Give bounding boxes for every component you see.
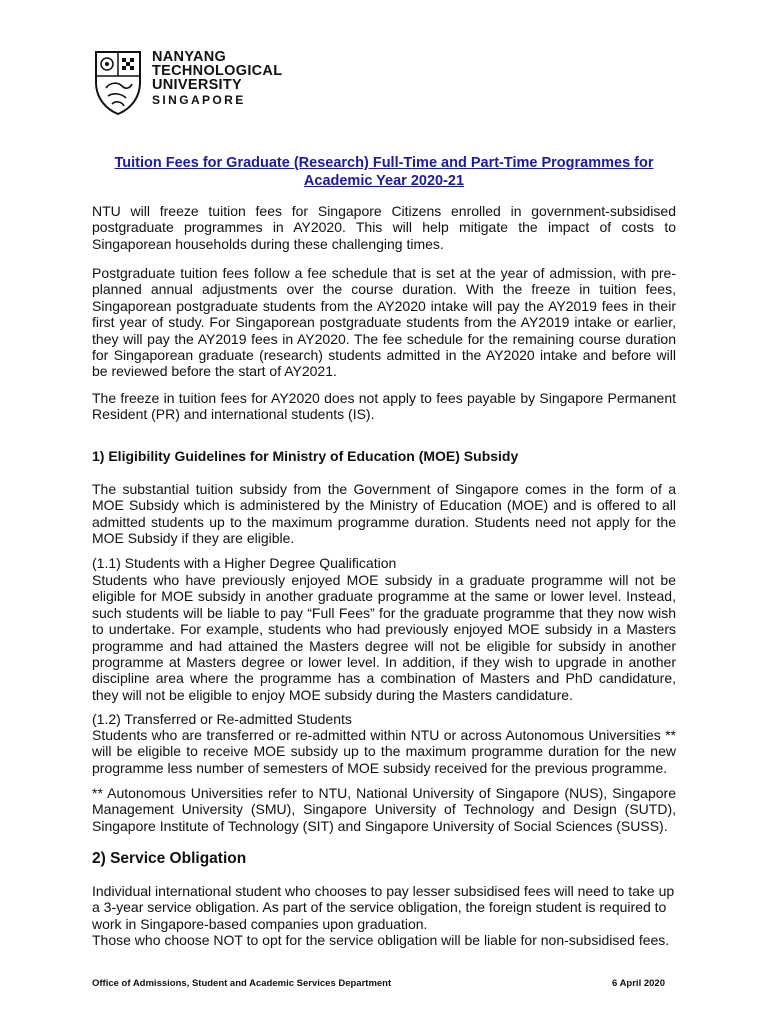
section-2-body-2: Those who choose NOT to opt for the service obligation will be liable for non-subsidised fees.: [92, 932, 670, 948]
section-2-heading: 2) Service Obligation: [92, 850, 247, 867]
logo-line-4: SINGAPORE: [152, 93, 246, 107]
ntu-logo: [92, 44, 292, 118]
ntu-crest-icon: [92, 48, 144, 116]
section-1-body: The substantial tuition subsidy from the Government of Singapore comes in the form of a MOE Subsidy which is administered by the Ministry of Education (MOE) and is offered to all admitted students up to the maximum programme duration. Students need not apply for the MOE Subsidy if they are eligible.: [92, 481, 676, 547]
subsection-1-2-heading: (1.2) Transferred or Re-admitted Students: [92, 711, 352, 727]
footer-date: 6 April 2020: [612, 978, 665, 989]
footer-office: Office of Admissions, Student and Academic Services Department: [92, 978, 392, 989]
intro-paragraph-3: The freeze in tuition fees for AY2020 does not apply to fees payable by Singapore Permanent Resident (PR) and international students (IS).: [92, 390, 676, 423]
intro-paragraph-2: Postgraduate tuition fees follow a fee schedule that is set at the year of admission, with pre-planned annual adjustments over the course duration. With the freeze in tuition fees, Singaporean postgraduate students from the AY2020 intake will pay the AY2019 fees in their first year of study. For Singaporean postgraduate students from the AY2019 intake or earlier, they will pay the AY2019 fees in AY2020. The fee schedule for the remaining course duration for Singaporean graduate (research) students admitted in the AY2020 intake and before will be reviewed before the start of AY2021.: [92, 265, 676, 380]
subsection-1-2-body: Students who are transferred or re-admitted within NTU or across Autonomous Universities ** will be eligible to receive MOE subsidy up to the maximum programme duration for the new programme less number of semesters of MOE subsidy received for the previous programme.: [92, 727, 676, 776]
subsection-1-1-heading: (1.1) Students with a Higher Degree Qualification: [92, 555, 397, 571]
document-title: Tuition Fees for Graduate (Research) Full-Time and Part-Time Programmes for Academic Year 2020-21: [114, 155, 654, 189]
logo-line-2: TECHNOLOGICAL: [152, 63, 283, 79]
intro-paragraph-1: NTU will freeze tuition fees for Singapore Citizens enrolled in government-subsidised postgraduate programmes in AY2020. This will help mitigate the impact of costs to Singaporean households during these challenging times.: [92, 203, 676, 252]
autonomous-universities-note: ** Autonomous Universities refer to NTU, National University of Singapore (NUS), Singapore Management University (SMU), Singapore University of Technology and Design (SUTD), Singapore Institute of Technology (SIT) and Singapore University of Social Sciences (SUSS).: [92, 785, 676, 834]
section-1-heading: 1) Eligibility Guidelines for Ministry of Education (MOE) Subsidy: [92, 448, 519, 464]
subsection-1-1-body: Students who have previously enjoyed MOE subsidy in a graduate programme will not be eligible for MOE subsidy in another graduate programme at the same or lower level. Instead, such students will be liable to pay “Full Fees” for the graduate programme that they now wish to undertake. For example, students who had previously enjoyed MOE subsidy in a Masters programme and had attained the Masters degree will not be eligible for subsidy in another programme at Masters degree or lower level. In addition, if they wish to upgrade in another discipline area where the programme has a combination of Masters and PhD candidature, they will not be eligible to enjoy MOE subsidy during the Masters candidature.: [92, 572, 676, 703]
logo-line-1: NANYANG: [152, 49, 227, 65]
logo-wordmark: [152, 50, 282, 107]
section-2-body: Individual international student who chooses to pay lesser subsidised fees will need to take up a 3-year service obligation. As part of the service obligation, the foreign student is required to work in Singapore-based companies upon graduation.: [92, 883, 675, 932]
logo-line-3: UNIVERSITY: [152, 77, 243, 93]
